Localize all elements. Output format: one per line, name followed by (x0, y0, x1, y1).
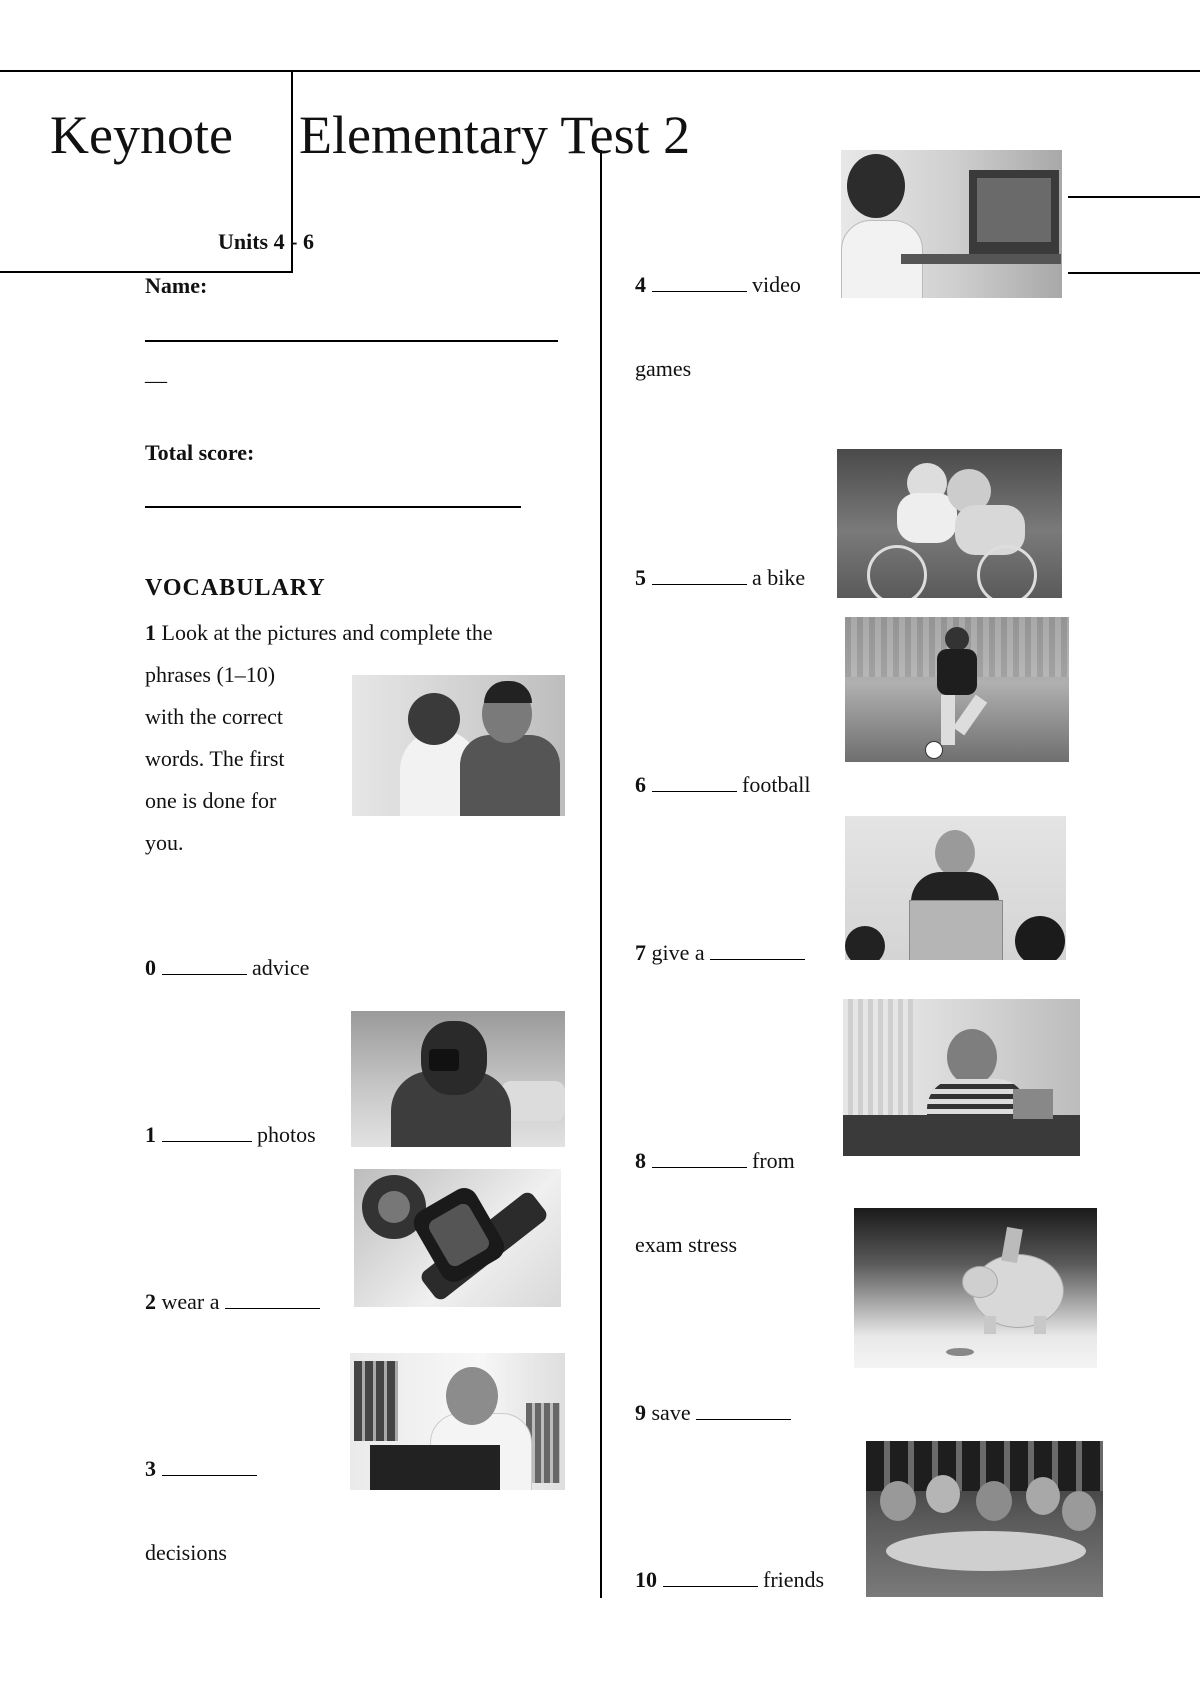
instruction-line-4: words. The first (145, 746, 285, 771)
item-0 (145, 955, 309, 981)
advice-meeting-photo (352, 675, 565, 816)
header-top-rule (0, 70, 1200, 72)
instruction-line-5: one is done for (145, 788, 277, 813)
item-number: 9 (635, 1400, 646, 1425)
item-2 (145, 1289, 320, 1315)
total-score-label: Total score: (145, 440, 255, 465)
answer-blank[interactable] (162, 1123, 252, 1142)
item-number: 0 (145, 955, 156, 980)
item-text: friends (763, 1567, 825, 1592)
instruction-line-3: with the correct (145, 704, 284, 729)
section-heading: VOCABULARY (145, 575, 326, 601)
item-number: 7 (635, 940, 646, 965)
item-text: wear a (161, 1289, 220, 1314)
item-9 (635, 1400, 791, 1426)
header-right-rule-1 (1068, 196, 1200, 198)
item-5 (635, 565, 805, 591)
item-number: 5 (635, 565, 646, 590)
stressed-office-worker-photo (350, 1353, 565, 1490)
brand-title: Keynote (50, 105, 233, 165)
answer-blank[interactable] (652, 566, 747, 585)
item-text: from (752, 1148, 795, 1173)
answer-blank[interactable] (652, 1149, 747, 1168)
item-8-continuation: exam stress (635, 1232, 738, 1257)
instruction-line-2: phrases (1–10) (145, 662, 276, 687)
speaker-at-podium-photo (845, 816, 1066, 960)
item-text: video (752, 272, 801, 297)
item-number: 3 (145, 1456, 156, 1481)
item-4 (635, 272, 801, 298)
item-1 (145, 1122, 316, 1148)
answer-blank[interactable] (663, 1568, 758, 1587)
answer-blank[interactable] (696, 1401, 791, 1420)
smartwatch-photo (354, 1169, 561, 1307)
answer-blank[interactable] (162, 1457, 257, 1476)
item-text: football (742, 772, 811, 797)
units-label: Units 4 - 6 (218, 229, 314, 254)
answer-blank[interactable] (162, 956, 247, 975)
item-text: a bike (752, 565, 806, 590)
instruction-line-1 (145, 620, 493, 646)
instruction-line-6: you. (145, 830, 184, 855)
answer-blank[interactable] (710, 941, 805, 960)
item-3-continuation: decisions (145, 1540, 227, 1565)
item-4-continuation: games (635, 356, 692, 381)
item-3 (145, 1456, 257, 1482)
piggy-bank-photo (854, 1208, 1097, 1368)
column-divider (600, 150, 602, 1598)
answer-blank[interactable] (652, 773, 737, 792)
item-text: advice (252, 955, 310, 980)
item-number: 6 (635, 772, 646, 797)
name-label: Name: (145, 273, 208, 298)
total-score-blank[interactable] (145, 506, 521, 508)
item-text: photos (257, 1122, 316, 1147)
answer-blank[interactable] (225, 1290, 320, 1309)
item-number: 2 (145, 1289, 156, 1314)
cyclists-photo (837, 449, 1062, 598)
item-number: 1 (145, 1122, 156, 1147)
tired-student-photo (843, 999, 1080, 1156)
item-number: 8 (635, 1148, 646, 1173)
photographer-photo (351, 1011, 565, 1147)
boy-playing-video-games-photo (841, 150, 1062, 298)
item-text: save (651, 1400, 691, 1425)
instruction-text: Look at the pictures and complete the (161, 620, 493, 645)
page-title: Elementary Test 2 (299, 105, 691, 165)
instruction-number: 1 (145, 620, 156, 645)
item-text: give a (651, 940, 705, 965)
name-blank-continuation: __ (145, 360, 167, 385)
item-8 (635, 1148, 795, 1174)
friends-at-table-photo (866, 1441, 1103, 1597)
header-right-rule-2 (1068, 272, 1200, 274)
name-blank[interactable] (145, 340, 558, 342)
item-10 (635, 1567, 824, 1593)
item-7 (635, 940, 805, 966)
item-number: 10 (635, 1567, 657, 1592)
answer-blank[interactable] (652, 273, 747, 292)
footballer-photo (845, 617, 1069, 762)
item-number: 4 (635, 272, 646, 297)
item-6 (635, 772, 810, 798)
